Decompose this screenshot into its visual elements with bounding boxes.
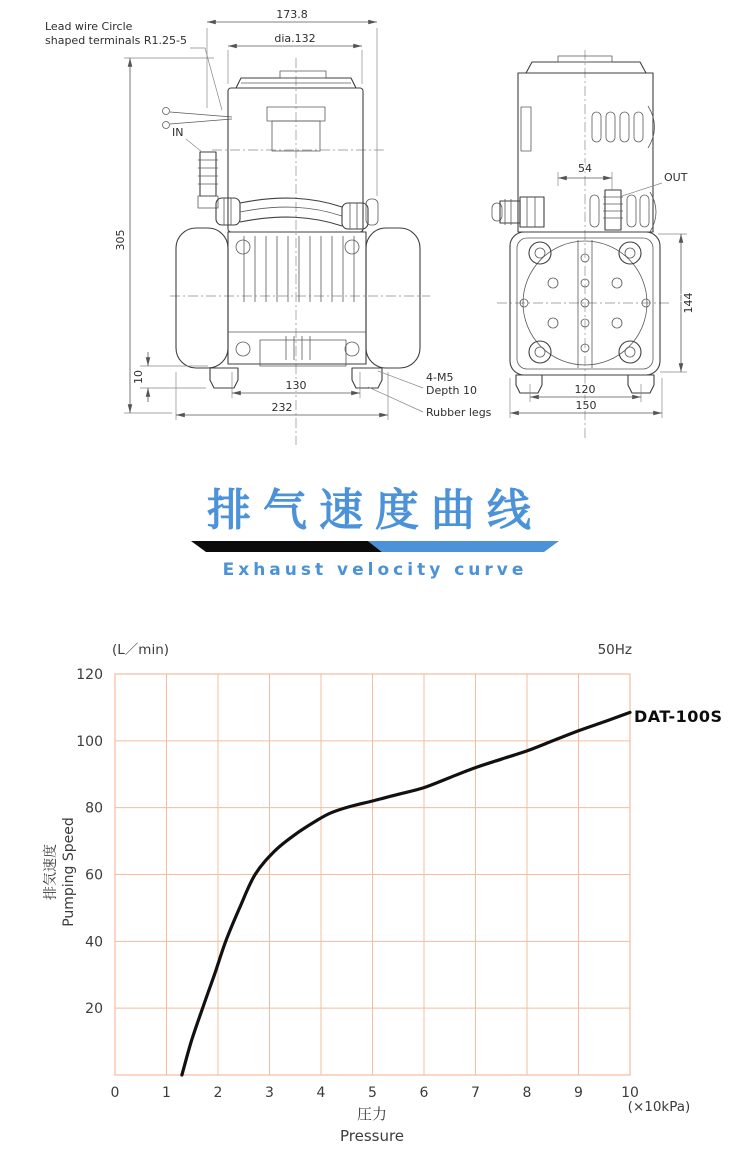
y-axis-label-ja: 排気速度 [43, 844, 59, 900]
in-port-tube [200, 152, 216, 196]
pump-base-plate [260, 340, 346, 366]
section-title-en: Exhaust velocity curve [222, 560, 528, 581]
x-tick-label: 2 [213, 1085, 223, 1101]
x-axis-label-ja: 圧力 [356, 1105, 388, 1123]
in-fitting-tube [500, 201, 520, 223]
lead-wire-2 [170, 119, 232, 124]
dim-body-width-side: 150 [575, 399, 597, 412]
cooling-fins-top [244, 236, 354, 302]
hose-top [240, 198, 342, 207]
chart-grid [115, 674, 630, 1075]
x-tick-label: 8 [522, 1085, 532, 1101]
hose-bottom [240, 217, 342, 226]
chart-tick-labels [76, 667, 639, 1101]
x-tick-label: 10 [621, 1085, 639, 1101]
x-unit-label: (×10kPa) [627, 1099, 691, 1115]
in-label: IN [172, 126, 184, 139]
y-tick-label: 60 [85, 867, 103, 884]
motor-body-side [518, 73, 653, 232]
in-fitting-nut [520, 197, 544, 227]
pump-center-block [228, 232, 366, 364]
technical-drawing-section [0, 0, 750, 470]
pump-cap-left [176, 228, 228, 368]
hose-fitting-right [342, 203, 368, 229]
m5-note-line2: Depth 10 [426, 384, 477, 397]
pump-cap-right [366, 228, 420, 368]
x-tick-label: 5 [368, 1085, 377, 1101]
dim-overall-height: 305 [114, 229, 127, 251]
in-port-nut [198, 196, 218, 208]
frequency-label: 50Hz [597, 642, 632, 658]
x-tick-label: 9 [574, 1085, 583, 1101]
x-tick-label: 0 [110, 1085, 120, 1101]
ring-terminal-2 [163, 122, 170, 129]
rubber-foot-side-left [516, 375, 542, 393]
ring-terminal-1 [163, 108, 170, 115]
dim-out-offset: 54 [578, 162, 592, 175]
y-unit-label: (L／min) [112, 642, 170, 658]
rubber-foot-right [352, 368, 382, 388]
rubber-foot-left [210, 368, 238, 388]
y-tick-label: 40 [85, 934, 103, 951]
y-tick-label: 100 [76, 733, 103, 750]
lead-wire-note-line2: shaped terminals R1.25-5 [45, 34, 187, 47]
section-title-block [0, 487, 750, 580]
x-axis-label-en: Pressure [339, 1127, 405, 1145]
vent-slots-upper [592, 106, 655, 148]
side-view [492, 50, 672, 440]
dimensions [45, 8, 695, 420]
speed-curve [182, 712, 630, 1075]
x-tick-label: 6 [419, 1085, 429, 1101]
pump-dimension-drawing [0, 0, 750, 470]
divider-blue-segment [368, 541, 559, 552]
section-title-zh: 排气速度曲线 [207, 485, 543, 536]
motor-cap-plate [280, 71, 326, 78]
dim-body-width-front: 232 [271, 401, 293, 414]
x-tick-label: 4 [316, 1085, 326, 1101]
x-tick-label: 1 [162, 1085, 171, 1101]
lead-wire-note-line1: Lead wire Circle [45, 20, 133, 33]
side-tab [521, 107, 531, 151]
chart-curve [182, 712, 630, 1075]
dim-foot-span-front: 130 [285, 379, 307, 392]
out-label: OUT [664, 171, 688, 184]
dim-leg-height: 10 [132, 370, 145, 384]
y-axis-label-en: Pumping Speed [61, 817, 77, 927]
y-tick-label: 80 [85, 800, 103, 817]
chart-svg [0, 630, 750, 1161]
out-port-tube [605, 190, 621, 230]
vent-slots-lower [590, 192, 656, 232]
x-tick-label: 7 [471, 1085, 480, 1101]
series-label: DAT-100S [634, 707, 723, 726]
motor-cap-side [526, 62, 646, 73]
divider-black-segment [191, 541, 382, 552]
rubber-legs-label: Rubber legs [426, 406, 492, 419]
dim-diameter: dia.132 [274, 32, 316, 45]
hose-mid [240, 207, 342, 216]
title-divider [191, 541, 559, 552]
x-tick-label: 3 [265, 1085, 274, 1101]
pumping-speed-chart [0, 630, 750, 1161]
dim-foot-span-side: 120 [574, 383, 596, 396]
y-tick-label: 20 [85, 1001, 103, 1018]
m5-note-line1: 4-M5 [426, 371, 454, 384]
dim-pump-height: 144 [682, 292, 695, 314]
y-tick-label: 120 [76, 667, 103, 683]
lead-wire-1 [170, 112, 232, 117]
dim-overall-width: 173.8 [276, 8, 308, 21]
